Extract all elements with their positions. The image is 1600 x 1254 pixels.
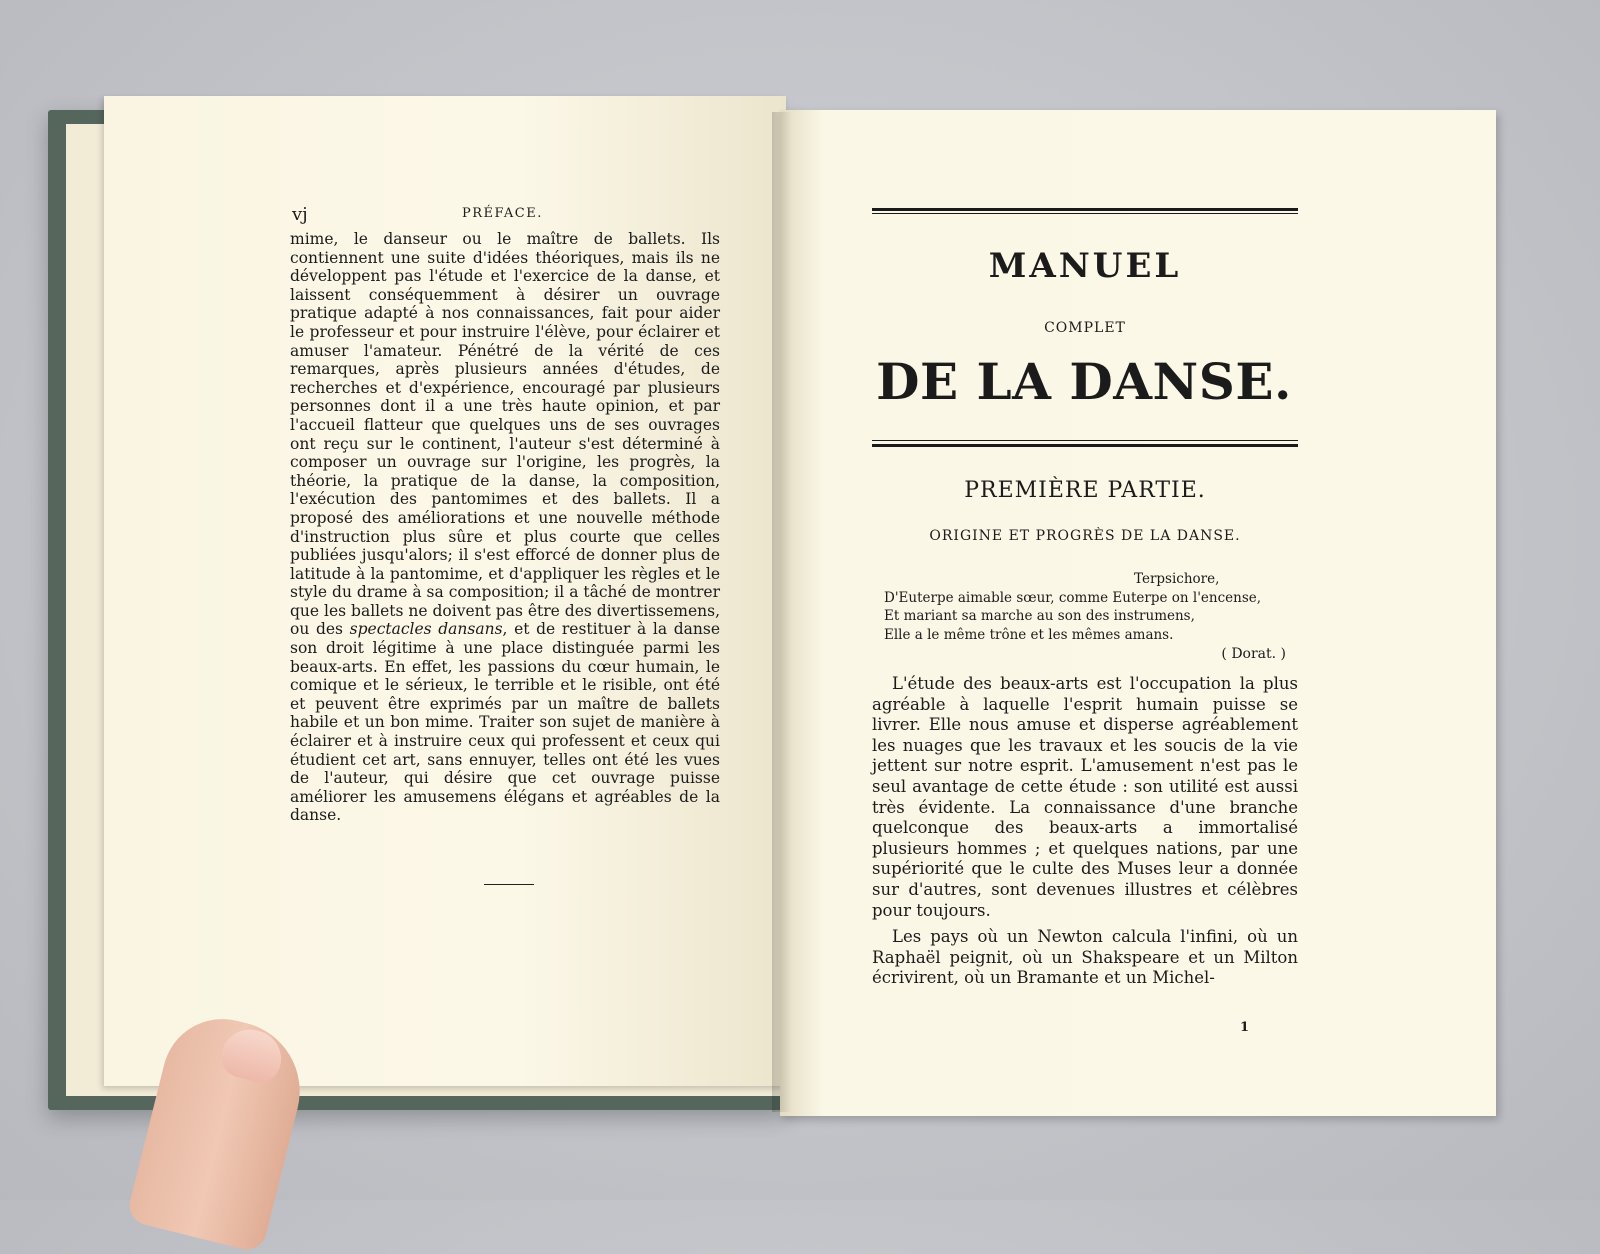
epigraph-line: D'Euterpe aimable sœur, comme Euterpe on l'encense, (884, 589, 1262, 606)
left-page[interactable] (104, 96, 786, 1086)
running-head: PRÉFACE. (462, 206, 543, 221)
preface-italic-phrase: spectacles dansans (349, 620, 503, 639)
preface-text-part2: , et de restituer à la danse son droit légitime à une place distinguée parmi les beaux-arts. En effet, les passions du cœur humain, le comique et le sérieux, le terrible et le risible, ont été et peuvent être exprimés par un maître de ballets habile et un bon mime. Traiter son sujet de manière à éclairer et à instruire ceux qui professent et ceux qui étudient cet art, sans ennuyer, telles ont été les vues de l'auteur, qui désire que cet ouvrage puisse améliorer les amusemens élégans et agréables de la danse. (290, 620, 720, 825)
right-page[interactable] (780, 110, 1496, 1116)
title-de-la-danse: DE LA DANSE. (876, 352, 1292, 411)
preface-paragraph (290, 230, 720, 825)
epigraph-line: Elle a le même trône et les mêmes amans. (884, 626, 1174, 643)
epigraph (884, 570, 1298, 644)
body-paragraph: Les pays où un Newton calcula l'infini, où un Raphaël peignit, où un Shakspeare et un Milton écrivirent, où un Bramante et un Michel- (872, 927, 1298, 988)
title-rule (872, 444, 1298, 447)
left-page-body (290, 230, 720, 825)
epigraph-line: Terpsichore, (1134, 571, 1220, 587)
body-paragraph: L'étude des beaux-arts est l'occupation la plus agréable à laquelle l'esprit humain puisse se livrer. Elle nous amuse et disperse agréablement les nuages que les travaux et les soucis de la vie jettent sur notre esprit. L'amusement n'est pas le seul avantage de cette étude : son utilité est aussi très évidente. La connaissance d'une branche quelconque des beaux-arts a immortalisé plusieurs hommes ; et quelques nations, par une supériorité que le culte des Muses leur a donnée sur d'autres, sont devenues illustres et célèbres pour toujours. (872, 674, 1298, 920)
preface-text-part1: mime, le danseur ou le maître de ballets. Ils contiennent une suite d'idées théoriques, mais ils ne développent pas l'étude et l'exercice de la danse, et laissent conséquemment à désirer un ouvrage pratique adapté à nos connaissances, fait pour aider le professeur et pour instruire l'élève, pour éclairer et amuser l'amateur. Pénétré de la vérité de ces remarques, après plusieurs années d'études, de recherches et d'expérience, encouragé par plusieurs personnes dont il a une très haute opinion, et par l'accueil flatteur que quelques uns de ses ouvrages ont reçu sur le continent, l'auteur s'est déterminé à composer un ouvrage sur l'origine, les progrès, la théorie, la pratique de la danse, la composition, l'exécution des pantomimes et des ballets. Il a proposé des améliorations et une nouvelle méthode d'instruction plus sûre et plus courte que celles publiées jusqu'alors; il s'est efforcé de donner plus de latitude à la pantomime, et d'appliquer les règles et le style du drame à sa composition; il a tâché de montrer que les ballets ne doivent pas être des divertissemens, ou des (290, 230, 720, 639)
title-rule-thin (872, 440, 1298, 441)
chapter-heading: ORIGINE ET PROGRÈS DE LA DANSE. (929, 528, 1241, 544)
signature-mark: 1 (1240, 1020, 1250, 1035)
epigraph-source: ( Dorat. ) (1221, 646, 1286, 662)
epigraph-line: Et mariant sa marche au son des instrumens, (884, 608, 1195, 624)
page-number: vj (292, 204, 308, 225)
part-heading: PREMIÈRE PARTIE. (964, 478, 1206, 503)
top-rule (872, 208, 1298, 211)
title-complet: COMPLET (1044, 320, 1126, 336)
title-manuel: MANUEL (988, 246, 1182, 286)
book-gutter-shadow (772, 112, 792, 1112)
right-page-body (872, 674, 1298, 995)
end-rule (484, 884, 534, 885)
top-rule-thin (872, 213, 1298, 214)
